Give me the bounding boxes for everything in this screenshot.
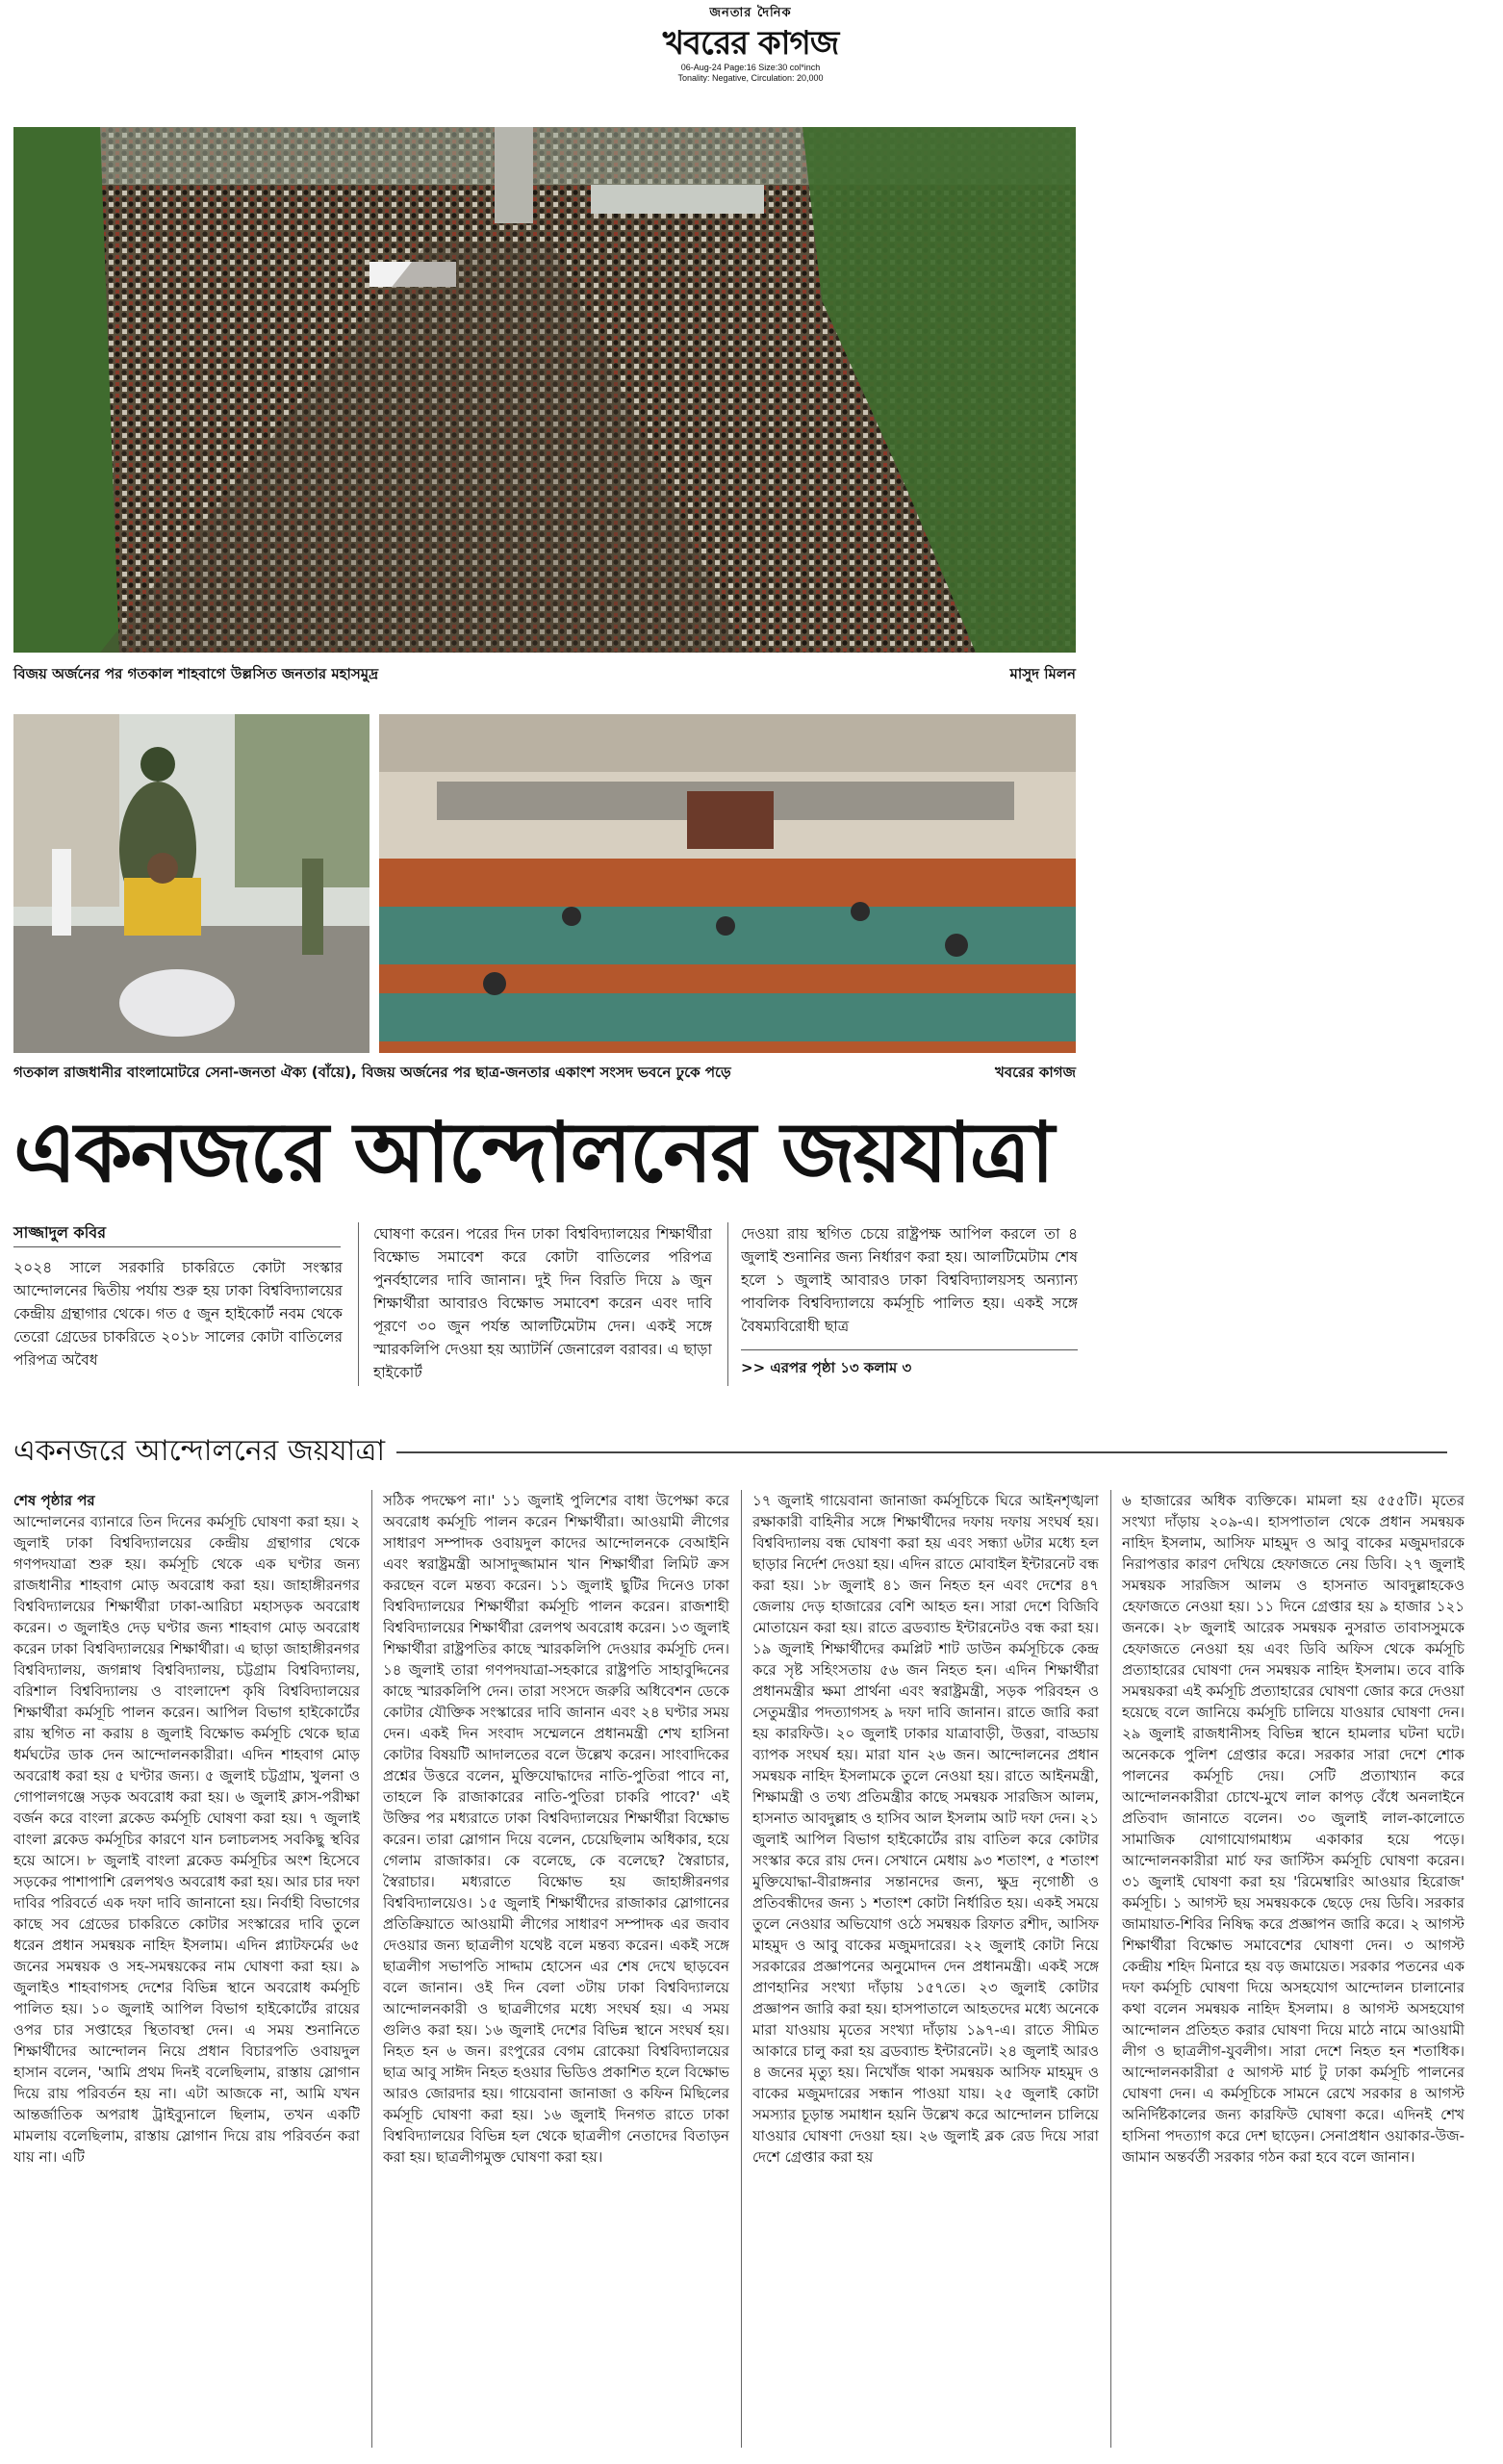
continued-paragraph-1: আন্দোলনের ব্যানারে তিন দিনের কর্মসূচি ঘোষণা করা হয়। ২ জুলাই ঢাকা বিশ্ববিদ্যালয়ের কেন্দ্রীয় গ্রন্থাগার থেকে গণপদযাত্রা শুরু হয়। কর্মসূচি থেকে এক ঘণ্টার জন্য রাজধানীর শাহবাগ মোড় অবরোধ করা হয়। জাহাঙ্গীরনগর বিশ্ববিদ্যালয়ের শিক্ষার্থীরা ঢাকা-আরিচা মহাসড়ক অবরোধ করেন। ৩ জুলাইও দেড় ঘণ্টার জন্য শাহবাগ মোড় অবরোধ করেন ঢাকা বিশ্ববিদ্যালয়ের শিক্ষার্থীরা। এ ছাড়া জাহাঙ্গীরনগর বিশ্ববিদ্যালয়, জগন্নাথ বিশ্ববিদ্যালয়, চট্টগ্রাম বিশ্ববিদ্যালয়, বরিশাল বিশ্ববিদ্যালয় ও বাংলাদেশ কৃষি বিশ্ববিদ্যালয়ের শিক্ষার্থীরা কর্মসূচি পালন করেন। আপিল বিভাগ হাইকোর্টের রায় স্থগিত না করায় ৪ জুলাই বিক্ষোভ কর্মসূচি থেকে ছাত্র ধর্মঘটের ডাক দেন আন্দোলনকারীরা। এদিন শাহবাগ মোড় অবরোধ করা হয় ৫ ঘণ্টার জন্য। ৫ জুলাই চট্টগ্রাম, খুলনা ও গোপালগঞ্জে সড়ক অবরোধ করা হয়। ৬ জুলাই ক্লাস-পরীক্ষা বর্জন করে বাংলা ব্লকেড কর্মসূচি ঘোষণা করা হয়। ৭ জুলাই বাংলা ব্লকেড কর্মসূচির কারণে যান চলাচলসহ সবকিছু স্থবির হয়ে আসে। ৮ জুলাই বাংলা ব্লকেড কর্মসূচির অংশ হিসেবে সড়কের পাশাপাশি রেলপথও অবরোধ করা হয়। আর চার দফা দাবির পরিবর্তে এক দফা দাবি জানানো হয়। নির্বাহী বিভাগের কাছে সব গ্রেডের চাকরিতে কোটার সংস্কারের দাবি তুলে ধরেন প্রধান সমন্বয়ক নাহিদ ইসলাম। এদিন প্ল্যাটফর্মের ৬৫ জনের সমন্বয়ক ও সহ-সমন্বয়কের নাম ঘোষণা করা হয়। ৯ জুলাইও শাহবাগসহ দেশের বিভিন্ন স্থানে অবরোধ কর্মসূচি পালিত হয়। ১০ জুলাই আপিল বিভাগ হাইকোর্টের রায়ের ওপর চার সপ্তাহের স্থিতাবস্থা দেন। এ সময় শুনানিতে শিক্ষার্থীদের আন্দোলন নিয়ে প্রধান বিচারপতি ওবায়দুল হাসান বলেন, 'আমি প্রথম দিনই বলেছিলাম, রাস্তায় স্লোগান দিয়ে রায় পরিবর্তন হয় না। এটা আজকে না, আমি যখন আন্তর্জাতিক অপরাধ ট্রাইব্যুনালে ছিলাম, তখন একটি মামলায় বলেছিলাম, রাস্তায় স্লোগান দিয়ে রায় পরিবর্তন করা যায় না। এটি: [13, 1513, 360, 2166]
continued-column-3: [752, 1490, 1099, 2448]
clipping-meta-line-1: 06-Aug-24 Page:16 Size:30 col*inch: [680, 63, 821, 72]
article-headline: একনজরে আন্দোলনের জয়যাত্রা: [13, 1105, 1053, 1201]
parliament-photo-illustration: [379, 714, 1076, 1053]
masthead-logo: খবরের কাগজ: [662, 24, 839, 63]
main-photo-credit: মাসুদ মিলন: [1009, 665, 1076, 682]
continued-from-note: শেষ পৃষ্ঠার পর: [13, 1492, 95, 1509]
banglamotor-photo-illustration: [13, 714, 369, 1053]
continued-column-4: [1122, 1490, 1465, 2448]
continued-paragraph-2: সঠিক পদক্ষেপ না।' ১১ জুলাই পুলিশের বাধা উপেক্ষা করে অবরোধ কর্মসূচি পালন করেন শিক্ষার্থীরা। আওয়ামী লীগের সাধারণ সম্পাদক ওবায়দুল কাদের আন্দোলনকে বেআইনি এবং স্বরাষ্ট্রমন্ত্রী আসাদুজ্জামান খান শিক্ষার্থীরা লিমিট ক্রস করছেন বলে মন্তব্য করেন। ১১ জুলাই ছুটির দিনেও ঢাকা বিশ্ববিদ্যালয়ের শিক্ষার্থীরা কর্মসূচি পালন করেন। রাজশাহী বিশ্ববিদ্যালয়ের শিক্ষার্থীরা রেলপথ অবরোধ করেন। ১৩ জুলাই শিক্ষার্থীরা রাষ্ট্রপতির কাছে স্মারকলিপি দেওয়ার কর্মসূচি দেন। ১৪ জুলাই তারা গণপদযাত্রা-সহকারে রাষ্ট্রপতি সাহাবুদ্দিনের কাছে স্মারকলিপি দেন। তারা সংসদে জরুরি অধিবেশন ডেকে কোটার যৌক্তিক সংস্কারের দাবি জানান এবং ২৪ ঘণ্টার সময় দেন। একই দিন সংবাদ সম্মেলনে প্রধানমন্ত্রী শেখ হাসিনা কোটার বিষয়টি আদালতের বলে উল্লেখ করেন। সাংবাদিকের প্রশ্নের উত্তরে বলেন, মুক্তিযোদ্ধাদের নাতি-পুতিরা পাবে না, তাহলে কি রাজাকারের নাতি-পুতিরা চাকরি পাবে?' এই উক্তির পর মধ্যরাতে ঢাকা বিশ্ববিদ্যালয়ের শিক্ষার্থীরা বিক্ষোভ করেন। তারা স্লোগান দিয়ে বলেন, চেয়েছিলাম অধিকার, হয়ে গেলাম রাজাকার। কে বলেছে, কে বলেছে? স্বৈরাচার, স্বৈরাচার। মধ্যরাতে বিক্ষোভ হয় জাহাঙ্গীরনগর বিশ্ববিদ্যালয়েও। ১৫ জুলাই শিক্ষার্থীদের রাজাকার স্লোগানের প্রতিক্রিয়াতে আওয়ামী লীগের সাধারণ সম্পাদক এর জবাব দেওয়ার জন্য ছাত্রলীগ যথেষ্ট বলে মন্তব্য করেন। একই সঙ্গে ছাত্রলীগ সভাপতি সাদ্দাম হোসেন এর শেষ দেখে ছাড়বেন বলে জানান। ওই দিন বেলা ৩টায় ঢাকা বিশ্ববিদ্যালয়ে আন্দোলনকারী ও ছাত্রলীগের মধ্যে সংঘর্ষ হয়। এ সময় গুলিও করা হয়। ১৬ জুলাই দেশের বিভিন্ন স্থানে সংঘর্ষ হয়। নিহত হন ৬ জন। রংপুরের বেগম রোকেয়া বিশ্ববিদ্যালয়ের ছাত্র আবু সাঈদ নিহত হওয়ার ভিডিও প্রকাশিত হলে বিক্ষোভ আরও জোরদার হয়। গায়েবানা জানাজা ও কফিন মিছিলের কর্মসূচি ঘোষণা করা হয়। ১৬ জুলাই দিনগত রাতে ঢাকা বিশ্ববিদ্যালয়ের বিভিন্ন হল থেকে ছাত্রলীগ নেতাদের বিতাড়ন করা হয়। ছাত্রলীগমুক্ত ঘোষণা করা হয়।: [383, 1492, 729, 2166]
continued-column-divider-2: [741, 1490, 742, 2448]
main-photo-crowd: [13, 127, 1076, 653]
continuation-divider: [741, 1349, 1078, 1350]
continued-section-title: একনজরে আন্দোলনের জয়যাত্রা: [13, 1434, 396, 1469]
lead-column-2: [373, 1222, 712, 1386]
photo-parliament-floor: [379, 714, 1076, 1053]
continued-column-divider-1: [371, 1490, 372, 2448]
lead-column-1: [13, 1256, 343, 1391]
main-photo-caption: বিজয় অর্জনের পর গতকাল শাহবাগে উল্লসিত জনতার মহাসমুদ্র: [13, 665, 379, 682]
crowd-photo-illustration: [13, 127, 1076, 653]
photo-banglamotor-army: [13, 714, 369, 1053]
lead-paragraph-3: দেওয়া রায় স্থগিত চেয়ে রাষ্ট্রপক্ষ আপিল করলে তা ৪ জুলাই শুনানির জন্য নির্ধারণ করা হয়। আলটিমেটাম শেষ হলে ১ জুলাই আবারও ঢাকা বিশ্ববিদ্যালয়সহ অন্যান্য পাবলিক বিশ্ববিদ্যালয়ে কর্মসূচি পালিত হয়। একই সঙ্গে বৈষম্যবিরোধী ছাত্র: [741, 1225, 1078, 1335]
continued-column-1: [13, 1490, 360, 2448]
masthead-tagline: জনতার দৈনিক: [709, 6, 792, 20]
continuation-note: >> এরপর পৃষ্ঠা ১৩ কলাম ৩: [741, 1359, 912, 1376]
lead-column-divider-1: [358, 1222, 359, 1386]
lead-column-divider-2: [727, 1222, 728, 1386]
masthead: [597, 4, 904, 84]
continued-paragraph-3: ১৭ জুলাই গায়েবানা জানাজা কর্মসূচিকে ঘিরে আইনশৃঙ্খলা রক্ষাকারী বাহিনীর সঙ্গে শিক্ষার্থীদের দফায় দফায় সংঘর্ষ হয়। বিশ্ববিদ্যালয় বন্ধ ঘোষণা করা হয় এবং সন্ধ্যা ৬টার মধ্যে হল ছাড়ার নির্দেশ দেওয়া হয়। এদিন রাতে মোবাইল ইন্টারনেট বন্ধ করা হয়। ১৮ জুলাই ৪১ জন নিহত হন এবং দেশের ৪৭ জেলায় দেড় হাজারের বেশি আহত হন। সারা দেশে বিজিবি মোতায়েন করা হয়। রাতে ব্রডব্যান্ড ইন্টারনেটও বন্ধ করা হয়। ১৯ জুলাই শিক্ষার্থীদের কমপ্লিট শাট ডাউন কর্মসূচিকে কেন্দ্র করে সৃষ্ট সহিংসতায় ৫৬ জন নিহত হন। এদিন শিক্ষার্থীরা প্রধানমন্ত্রীর ক্ষমা প্রার্থনা এবং স্বরাষ্ট্রমন্ত্রী, সড়ক পরিবহন ও সেতুমন্ত্রীর পদত্যাগসহ ৯ দফা দাবি জানান। রাতে জারি করা হয় কারফিউ। ২০ জুলাই ঢাকার যাত্রাবাড়ী, উত্তরা, বাড্ডায় ব্যাপক সংঘর্ষ হয়। মারা যান ২৬ জন। আন্দোলনের প্রধান সমন্বয়ক নাহিদ ইসলামকে তুলে নেওয়া হয়। রাতে আইনমন্ত্রী, শিক্ষামন্ত্রী ও তথ্য প্রতিমন্ত্রীর কাছে সমন্বয়ক সারজিস আলম, হাসনাত আবদুল্লাহ ও হাসিব আল ইসলাম আট দফা দেন। ২১ জুলাই আপিল বিভাগ হাইকোর্টের রায় বাতিল করে কোটার সংস্কার করে রায় দেন। সেখানে মেধায় ৯৩ শতাংশ, ৫ শতাংশ মুক্তিযোদ্ধা-বীরাঙ্গনার সন্তানদের জন্য, ক্ষুদ্র নৃগোষ্ঠী ও প্রতিবন্ধীদের জন্য ১ শতাংশ কোটা নির্ধারিত হয়। একই সময়ে তুলে নেওয়ার অভিযোগ ওঠে সমন্বয়ক রিফাত রশীদ, আসিফ মাহমুদ ও আবু বাকের মজুমদারের। ২২ জুলাই কোটা নিয়ে সরকারের প্রজ্ঞাপনের অনুমোদন দেন প্রধানমন্ত্রী। একই সঙ্গে প্রাণহানির সংখ্যা দাঁড়ায় ১৫৭তে। ২৩ জুলাই কোটার প্রজ্ঞাপন জারি করা হয়। হাসপাতালে আহতদের মধ্যে অনেকে মারা যাওয়ায় মৃতের সংখ্যা দাঁড়ায় ১৯৭-এ। রাতে সীমিত আকারে চালু করা হয় ব্রডব্যান্ড ইন্টারনেট। ২৪ জুলাই আরও ৪ জনের মৃত্যু হয়। নিখোঁজ থাকা সমন্বয়ক আসিফ মাহমুদ ও বাকের মজুমদারের সন্ধান পাওয়া যায়। ২৫ জুলাই কোটা সমস্যার চূড়ান্ত সমাধান হয়নি উল্লেখ করে আন্দোলন চালিয়ে যাওয়ার ঘোষণা দেওয়া হয়। ২৬ জুলাই ব্লক রেড দিয়ে সারা দেশে গ্রেপ্তার করা হয়: [752, 1492, 1099, 2166]
byline-divider: [13, 1246, 341, 1247]
photo-pair-caption: গতকাল রাজধানীর বাংলামোটরে সেনা-জনতা ঐক্য (বাঁয়ে), বিজয় অর্জনের পর ছাত্র-জনতার একাংশ সংসদ ভবনে ঢুকে পড়ে: [13, 1064, 731, 1081]
continued-column-2: [383, 1490, 729, 2448]
continued-paragraph-4: ৬ হাজারের অধিক ব্যক্তিকে। মামলা হয় ৫৫৫টি। মৃতের সংখ্যা দাঁড়ায় ২০৯-এ। হাসপাতাল থেকে প্রধান সমন্বয়ক নাহিদ ইসলাম, আসিফ মাহমুদ ও আবু বাকের মজুমদারকে নিরাপত্তার কারণ দেখিয়ে হেফাজতে নেয় ডিবি। ২৭ জুলাই সমন্বয়ক সারজিস আলম ও হাসনাত আবদুল্লাহকেও হেফাজতে নেওয়া হয়। ১১ দিনে গ্রেপ্তার হয় ৯ হাজার ১২১ জনকে। ২৮ জুলাই আরেক সমন্বয়ক নুসরাত তাবাসসুমকে হেফাজতে নেওয়া হয় এবং ডিবি অফিস থেকে কর্মসূচি প্রত্যাহারের ঘোষণা দেন সমন্বয়ক নাহিদ ইসলাম। তবে বাকি সমন্বয়করা এই কর্মসূচি প্রত্যাহারের ঘোষণা জোর করে দেওয়া হয়েছে বলে জানিয়ে কর্মসূচি চালিয়ে যাওয়ার ঘোষণা দেন। ২৯ জুলাই রাজধানীসহ বিভিন্ন স্থানে হামলার ঘটনা ঘটে। অনেককে পুলিশ গ্রেপ্তার করে। সরকার সারা দেশে শোক পালনের কর্মসূচি দেয়। সেটি প্রত্যাখ্যান করে আন্দোলনকারীরা চোখে-মুখে লাল কাপড় বেঁধে অনলাইনে প্রতিবাদ জানাতে বলেন। ৩০ জুলাই লাল-কালোতে সামাজিক যোগাযোগমাধ্যম একাকার হয়ে পড়ে। আন্দোলনকারীরা মার্চ ফর জাস্টিস কর্মসূচি ঘোষণা করেন। ৩১ জুলাই ঘোষণা করা হয় 'রিমেম্বারিং আওয়ার হিরোজ' কর্মসূচি। ১ আগস্ট ছয় সমন্বয়ককে ছেড়ে দেয় ডিবি। সরকার জামায়াত-শিবির নিষিদ্ধ করে প্রজ্ঞাপন জারি করে। ২ আগস্ট শিক্ষার্থীরা বিক্ষোভ সমাবেশের ঘোষণা দেন। ৩ আগস্ট কেন্দ্রীয় শহিদ মিনারে হয় বড় জমায়েত। সরকার পতনের এক দফা কর্মসূচি ঘোষণা দিয়ে অসহযোগ আন্দোলন চালানোর কথা বলেন সমন্বয়ক নাহিদ ইসলাম। ৪ আগস্ট অসহযোগ আন্দোলন প্রতিহত করার ঘোষণা দিয়ে মাঠে নামে আওয়ামী লীগ ও ছাত্রলীগ-যুবলীগ। সারা দেশে নিহত হন শতাধিক। আন্দোলনকারীরা ৫ আগস্ট মার্চ টু ঢাকা কর্মসূচি পালনের ঘোষণা দেন। এ কর্মসূচিকে সামনে রেখে সরকার ৪ আগস্ট অনির্দিষ্টকালের জন্য কারফিউ ঘোষণা করে। এদিনই শেখ হাসিনা পদত্যাগ করে দেশ ছাড়েন। সেনাপ্রধান ওয়াকার-উজ-জামান অন্তর্বর্তী সরকার গঠন করা হবে বলে জানান।: [1122, 1492, 1465, 2166]
byline: সাজ্জাদুল কবির: [13, 1223, 107, 1242]
clipping-meta-line-2: Tonality: Negative, Circulation: 20,000: [677, 73, 824, 83]
lead-paragraph-2: ঘোষণা করেন। পরের দিন ঢাকা বিশ্ববিদ্যালয়ের শিক্ষার্থীরা বিক্ষোভ সমাবেশ করে কোটা বাতিলের পরিপত্র পুনর্বহালের দাবি জানান। দুই দিন বিরতি দিয়ে ৯ জুন শিক্ষার্থীরা আবারও বিক্ষোভ সমাবেশ করেন এবং দাবি পূরণে ৩০ জুন পর্যন্ত আলটিমেটাম দেন। একই সঙ্গে স্মারকলিপি দেওয়া হয় অ্যাটর্নি জেনারেল বরাবর। এ ছাড়া হাইকোর্ট: [373, 1225, 712, 1381]
lead-column-3: [741, 1222, 1078, 1348]
lead-paragraph-1: ২০২৪ সালে সরকারি চাকরিতে কোটা সংস্কার আন্দোলনের দ্বিতীয় পর্যায় শুরু হয় ঢাকা বিশ্ববিদ্যালয়ের কেন্দ্রীয় গ্রন্থাগার থেকে। গত ৫ জুন হাইকোর্ট নবম থেকে তেরো গ্রেডের চাকরিতে ২০১৮ সালের কোটা বাতিলের পরিপত্র অবৈধ: [13, 1259, 343, 1369]
continued-column-divider-3: [1110, 1490, 1111, 2448]
photo-pair-credit: খবরের কাগজ: [994, 1064, 1076, 1081]
